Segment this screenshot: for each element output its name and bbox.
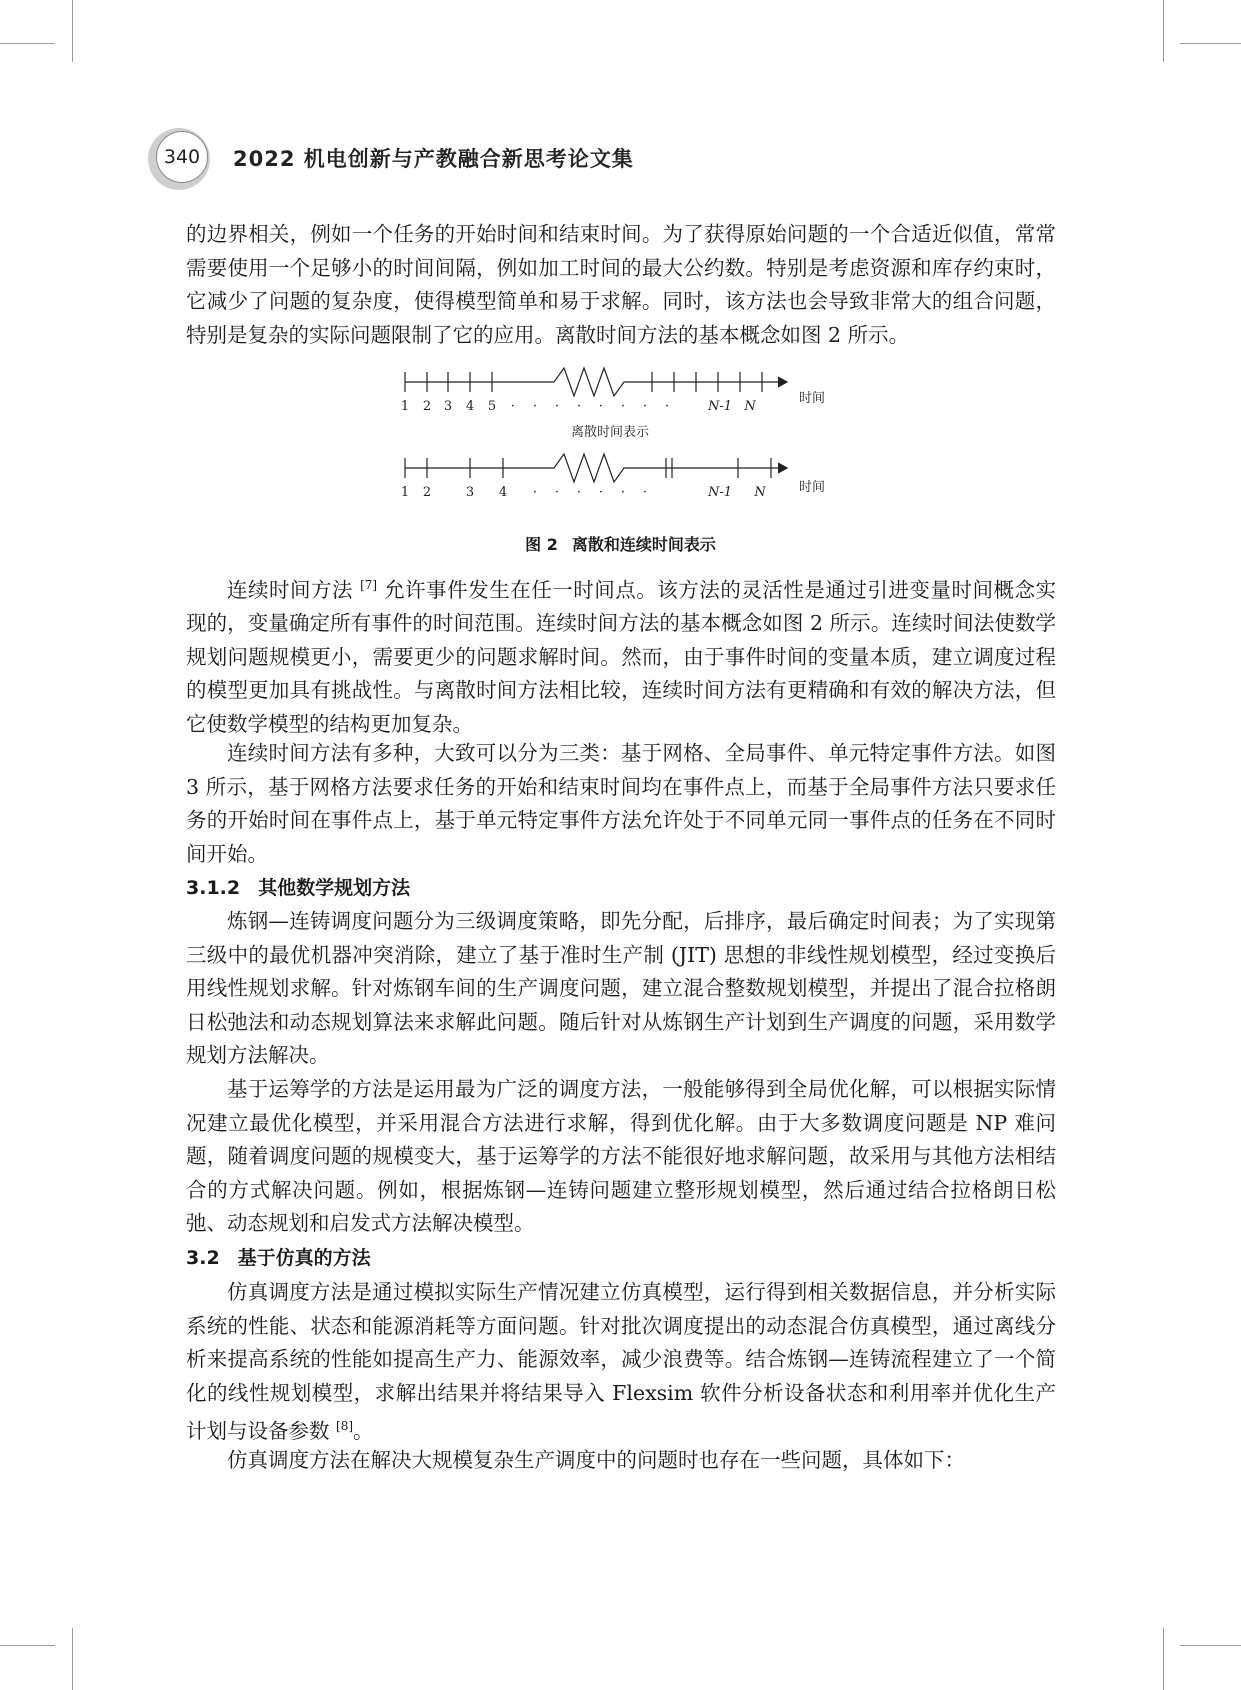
discrete-tick-label: 5 bbox=[487, 399, 497, 414]
citation-7: [7] bbox=[360, 578, 378, 592]
discrete-tick-label: · bbox=[532, 399, 538, 414]
discrete-tick-label: · bbox=[510, 399, 516, 414]
crop-mark bbox=[1180, 43, 1241, 44]
section-heading-3-1-2 bbox=[186, 873, 410, 900]
continuous-tick-label: · bbox=[554, 485, 560, 500]
discrete-tick-label: 3 bbox=[443, 399, 453, 414]
continuous-tick-label: 1 bbox=[400, 485, 410, 500]
continuous-tick-label: · bbox=[576, 485, 582, 500]
figure-caption-number: 图 2 bbox=[525, 535, 558, 554]
paragraph-6 bbox=[186, 1276, 1056, 1448]
continuous-tick-label: · bbox=[532, 485, 538, 500]
discrete-tick-label: 4 bbox=[465, 399, 475, 414]
discrete-tick-label: · bbox=[554, 399, 560, 414]
figure-2-time-representation bbox=[390, 360, 860, 500]
continuous-tick-label: · bbox=[620, 485, 626, 500]
paragraph-3: 连续时间方法有多种，大致可以分为三类：基于网格、全局事件、单元特定事件方法。如图 3 所示，基于网格方法要求任务的开始和结束时间均在事件点上，而基于全局事件方法只要求任务的开始时间在事件点上，基于单元特定事件方法允许处于不同单元同一事件点的任务在不同时间开始。 bbox=[186, 741, 1056, 866]
continuous-tick-label: N-1 bbox=[707, 485, 733, 500]
continuous-tick-label: · bbox=[642, 485, 648, 500]
paragraph-7: 仿真调度方法在解决大规模复杂生产调度中的问题时也存在一些问题，具体如下： bbox=[227, 1448, 965, 1472]
figure-caption bbox=[0, 532, 1241, 555]
section-number: 3.1.2 bbox=[186, 877, 241, 899]
section-number: 3.2 bbox=[186, 1247, 220, 1269]
paragraph-1: 的边界相关，例如一个任务的开始时间和结束时间。为了获得原始问题的一个合适近似值，常常需要使用一个足够小的时间间隔，例如加工时间的最大公约数。特别是考虑资源和库存约束时，它减少了问题的复杂度，使得模型简单和易于求解。同时，该方法也会导致非常大的组合问题，特别是复杂的实际问题限制了它的应用。离散时间方法的基本概念如图 2 所示。 bbox=[186, 222, 1056, 347]
continuous-axis-label: 时间 bbox=[798, 480, 826, 495]
discrete-time-axis bbox=[405, 368, 787, 396]
crop-mark bbox=[72, 0, 73, 62]
continuous-tick-label: 2 bbox=[422, 485, 432, 500]
crop-mark bbox=[72, 1628, 73, 1690]
discrete-tick-label: · bbox=[642, 399, 648, 414]
crop-mark bbox=[0, 1645, 55, 1646]
discrete-sublabel: 离散时间表示 bbox=[570, 425, 650, 440]
discrete-tick-label: 1 bbox=[400, 399, 410, 414]
continuous-tick-label: N bbox=[754, 485, 766, 500]
page-number: 340 bbox=[156, 131, 208, 183]
crop-mark bbox=[1180, 1645, 1241, 1646]
discrete-tick-label: · bbox=[664, 399, 670, 414]
paragraph-6-text-a: 仿真调度方法是通过模拟实际生产情况建立仿真模型，运行得到相关数据信息，并分析实际系统的性能、状态和能源消耗等方面问题。针对批次调度提出的动态混合仿真模型，通过离线分析来提高系统的性能如提高生产力、能源效率，减少浪费等。结合炼钢—连铸流程建立了一个简化的线性规划模型，求解出结果并将结果导入 Flexsim 软件分析设备状态和利用率并优化生产计划与设备参数 bbox=[186, 1280, 1056, 1443]
paragraph-2-text-b: 允许事件发生在任一时间点。该方法的灵活性是通过引进变量时间概念实现的，变量确定所有事件的时间范围。连续时间方法的基本概念如图 2 所示。连续时间法使数学规划问题规模更小，需要更少的问题求解时间。然而，由于事件时间的变量本质，建立调度过程的模型更加具有挑战性。与离散时间方法相比较，连续时间方法有更精确和有效的解决方法，但它使数学模型的结构更加复杂。 bbox=[186, 577, 1056, 736]
running-title: 2022 机电创新与产教融合新思考论文集 bbox=[233, 147, 634, 171]
continuous-tick-label: · bbox=[598, 485, 604, 500]
paragraph-5: 基于运筹学的方法是运用最为广泛的调度方法，一般能够得到全局优化解，可以根据实际情况建立最优化模型，并采用混合方法进行求解，得到优化解。由于大多数调度问题是 NP 难问题，随着调度问题的规模变大，基于运筹学的方法不能很好地求解问题，故采用与其他方法相结合的方式解决问题。例如，根据炼钢—连铸问题建立整形规划模型，然后通过结合拉格朗日松弛、动态规划和启发式方法解决模型。 bbox=[186, 1077, 1056, 1235]
discrete-tick-label: N-1 bbox=[707, 399, 733, 414]
section-title: 基于仿真的方法 bbox=[237, 1247, 371, 1269]
discrete-tick-label: · bbox=[620, 399, 626, 414]
paragraph-6-text-b: 。 bbox=[353, 1418, 374, 1443]
discrete-axis-label: 时间 bbox=[798, 391, 826, 406]
paragraph-2 bbox=[186, 569, 1056, 741]
crop-mark bbox=[1163, 0, 1164, 62]
citation-8: [8] bbox=[336, 1419, 354, 1433]
paragraph-4: 炼钢—连铸调度问题分为三级调度策略，即先分配，后排序，最后确定时间表；为了实现第三级中的最优机器冲突消除，建立了基于准时生产制 (JIT) 思想的非线性规划模型，经过变换后用线性规划求解。针对炼钢车间的生产调度问题，建立混合整数规划模型，并提出了混合拉格朗日松弛法和动态规划算法来求解此问题。随后针对从炼钢生产计划到生产调度的问题，采用数学规划方法解决。 bbox=[186, 909, 1056, 1067]
crop-mark bbox=[1163, 1628, 1164, 1690]
crop-mark bbox=[0, 43, 55, 44]
discrete-tick-label: · bbox=[598, 399, 604, 414]
figure-caption-text: 离散和连续时间表示 bbox=[571, 535, 716, 554]
paragraph-2-text-a: 连续时间方法 bbox=[227, 577, 361, 602]
discrete-tick-label: · bbox=[576, 399, 582, 414]
section-title: 其他数学规划方法 bbox=[258, 877, 411, 899]
continuous-tick-label: 3 bbox=[465, 485, 475, 500]
discrete-tick-label: 2 bbox=[422, 399, 432, 414]
section-heading-3-2 bbox=[186, 1243, 371, 1270]
continuous-tick-label: 4 bbox=[498, 485, 508, 500]
discrete-tick-label: N bbox=[744, 399, 756, 414]
continuous-time-axis bbox=[405, 454, 787, 482]
